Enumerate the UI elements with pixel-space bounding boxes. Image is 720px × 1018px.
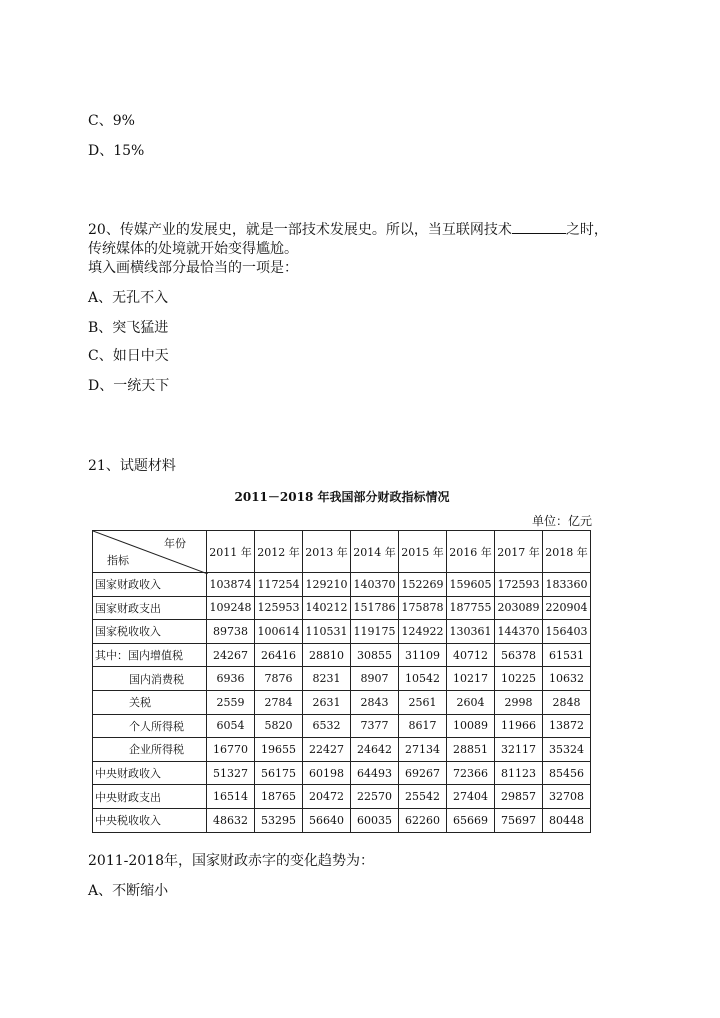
table-cell: 27134 [399,738,447,762]
table-cell: 60198 [303,761,351,785]
table-cell: 7377 [351,714,399,738]
table-cell: 30855 [351,643,399,667]
table-cell: 159605 [447,573,495,597]
table-cell: 64493 [351,761,399,785]
table-cell: 151786 [351,596,399,620]
table-unit: 单位：亿元 [531,514,592,528]
year-header: 2014 年 [351,531,399,573]
table-cell: 109248 [207,596,255,620]
table-cell: 28810 [303,643,351,667]
year-header: 2018 年 [543,531,591,573]
table-header-row [93,531,591,573]
table-cell: 2604 [447,690,495,714]
row-label: 中央税收收入 [93,808,207,832]
table-cell: 69267 [399,761,447,785]
table-row [93,667,591,691]
table-cell: 130361 [447,620,495,644]
row-label: 国家税收收入 [93,620,207,644]
table-cell: 2559 [207,690,255,714]
table-cell: 40712 [447,643,495,667]
table-cell: 203089 [495,596,543,620]
table-cell: 100614 [255,620,303,644]
row-label: 关税 [93,690,207,714]
table-cell: 10089 [447,714,495,738]
q20-option-d: D、一统天下 [88,378,170,394]
table-cell: 56378 [495,643,543,667]
table-cell: 20472 [303,785,351,809]
table-cell: 26416 [255,643,303,667]
table-cell: 140370 [351,573,399,597]
q20-option-c: C、如日中天 [88,348,169,364]
table-cell: 10632 [543,667,591,691]
table-cell: 24642 [351,738,399,762]
table-cell: 35324 [543,738,591,762]
table-row [93,596,591,620]
table-cell: 5820 [255,714,303,738]
table-cell: 117254 [255,573,303,597]
table-cell: 6936 [207,667,255,691]
table-cell: 80448 [543,808,591,832]
table-cell: 124922 [399,620,447,644]
table-cell: 28851 [447,738,495,762]
table-cell: 110531 [303,620,351,644]
table-cell: 119175 [351,620,399,644]
table-cell: 156403 [543,620,591,644]
table-cell: 48632 [207,808,255,832]
table-cell: 29857 [495,785,543,809]
fiscal-table [92,530,591,833]
table-row [93,690,591,714]
table-cell: 16770 [207,738,255,762]
table-cell: 8907 [351,667,399,691]
table-cell: 10542 [399,667,447,691]
table-cell: 2998 [495,690,543,714]
table-cell: 2561 [399,690,447,714]
table-cell: 7876 [255,667,303,691]
table-cell: 56640 [303,808,351,832]
table-cell: 22427 [303,738,351,762]
row-label: 国家财政支出 [93,596,207,620]
table-cell: 75697 [495,808,543,832]
table-cell: 172593 [495,573,543,597]
year-header: 2015 年 [399,531,447,573]
row-label: 个人所得税 [93,714,207,738]
q20-prompt: 填入画横线部分最恰当的一项是： [88,260,298,276]
table-cell: 25542 [399,785,447,809]
corner-year-label: 年份 [164,537,186,550]
table-cell: 125953 [255,596,303,620]
table-cell: 62260 [399,808,447,832]
table-cell: 51327 [207,761,255,785]
table-cell: 103874 [207,573,255,597]
table-cell: 16514 [207,785,255,809]
table-cell: 8617 [399,714,447,738]
table-title: 2011－2018 年我国部分财政指标情况 [234,490,450,504]
table-row [93,785,591,809]
table-cell: 6532 [303,714,351,738]
table-row [93,573,591,597]
table-cell: 140212 [303,596,351,620]
row-label: 国家财政收入 [93,573,207,597]
q20-stem [88,219,608,239]
q20-option-a: A、无孔不入 [88,290,169,306]
table-cell: 56175 [255,761,303,785]
table-cell: 72366 [447,761,495,785]
q21-question: 2011-2018年，国家财政赤字的变化趋势为： [88,853,374,869]
table-cell: 85456 [543,761,591,785]
table-cell: 152269 [399,573,447,597]
table-row [93,761,591,785]
table-cell: 24267 [207,643,255,667]
table-cell: 32708 [543,785,591,809]
q20-option-b: B、突飞猛进 [88,320,169,336]
table-cell: 187755 [447,596,495,620]
table-cell: 13872 [543,714,591,738]
table-cell: 2843 [351,690,399,714]
year-header: 2016 年 [447,531,495,573]
table-cell: 19655 [255,738,303,762]
table-cell: 175878 [399,596,447,620]
table-cell: 18765 [255,785,303,809]
q20-stem-part2: 之时， [565,222,608,238]
table-row [93,714,591,738]
table-cell: 60035 [351,808,399,832]
table-cell: 81123 [495,761,543,785]
table-cell: 22570 [351,785,399,809]
table-cell: 6054 [207,714,255,738]
table-row [93,620,591,644]
table-cell: 10225 [495,667,543,691]
table-cell: 65669 [447,808,495,832]
table-cell: 11966 [495,714,543,738]
corner-indicator-label: 指标 [107,554,129,567]
option-c: C、9% [88,113,135,129]
q20-stem-line2: 传统媒体的处境就开始变得尴尬。 [88,241,298,257]
year-header: 2017 年 [495,531,543,573]
fill-blank [512,221,566,234]
table-cell: 27404 [447,785,495,809]
q20-stem-part1: 20、传媒产业的发展史，就是一部技术发展史。所以，当互联网技术 [88,222,512,238]
year-header: 2013 年 [303,531,351,573]
table-cell: 144370 [495,620,543,644]
table-cell: 129210 [303,573,351,597]
table-cell: 10217 [447,667,495,691]
table-cell: 220904 [543,596,591,620]
row-label: 中央财政收入 [93,761,207,785]
row-label: 中央财政支出 [93,785,207,809]
row-label: 企业所得税 [93,738,207,762]
table-cell: 89738 [207,620,255,644]
q21-heading: 21、试题材料 [88,458,176,474]
table-cell: 8231 [303,667,351,691]
table-cell: 32117 [495,738,543,762]
table-cell: 53295 [255,808,303,832]
table-cell: 31109 [399,643,447,667]
table-row [93,738,591,762]
year-header: 2011 年 [207,531,255,573]
table-cell: 61531 [543,643,591,667]
table-cell: 2631 [303,690,351,714]
year-header: 2012 年 [255,531,303,573]
option-d: D、15% [88,143,145,159]
table-row [93,808,591,832]
table-cell: 2848 [543,690,591,714]
q21-option-a: A、不断缩小 [88,883,169,899]
table-row [93,643,591,667]
table-cell: 2784 [255,690,303,714]
table-cell: 183360 [543,573,591,597]
corner-header [93,531,207,573]
row-label: 国内消费税 [93,667,207,691]
row-label: 其中：国内增值税 [93,643,207,667]
